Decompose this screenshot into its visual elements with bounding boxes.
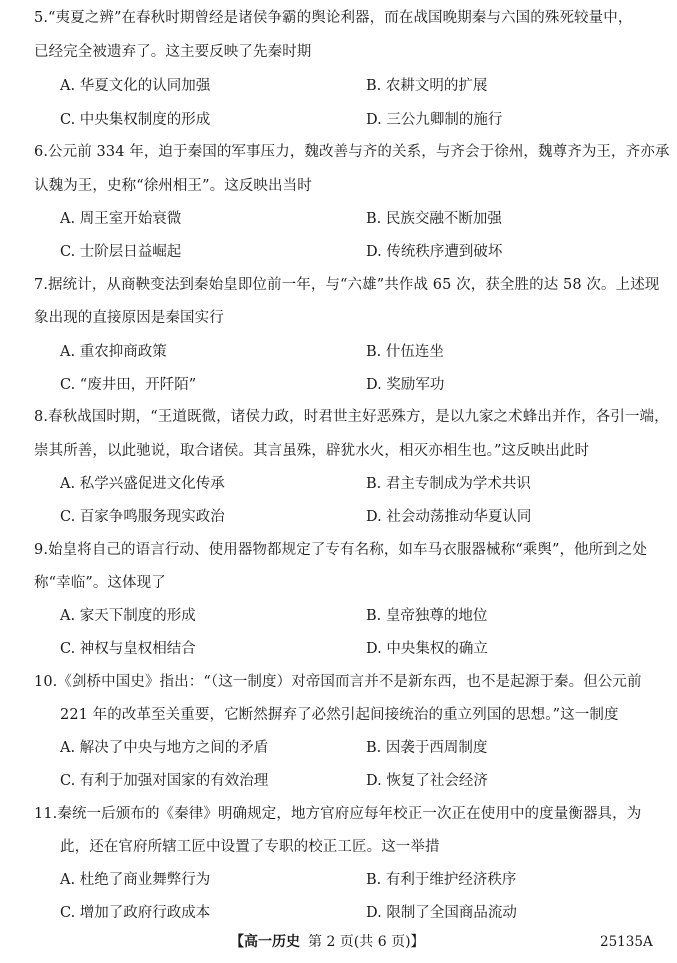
- question-10-option-d: D. 恢复了社会经济: [366, 773, 488, 789]
- question-9-option-c: C. 神权与皇权相结合: [60, 641, 196, 657]
- footer-page-number: 第 2 页(共 6 页)】: [308, 934, 425, 950]
- question-8-line-1: 8.春秋战国时期，“王道既微，诸侯力政，时君世主好恶殊方，是以九家之术蜂出并作，各引一端，: [34, 409, 669, 425]
- question-5-option-b: B. 农耕文明的扩展: [366, 78, 488, 94]
- question-6-option-a: A. 周王室开始衰微: [60, 211, 182, 227]
- question-11-option-a: A. 杜绝了商业舞弊行为: [60, 872, 211, 888]
- question-8-option-a: A. 私学兴盛促进文化传承: [60, 476, 225, 492]
- question-11-option-d: D. 限制了全国商品流动: [366, 905, 517, 921]
- question-5-option-d: D. 三公九卿制的施行: [366, 112, 503, 128]
- question-10-option-b: B. 因袭于西周制度: [366, 740, 488, 756]
- question-9-option-d: D. 中央集权的确立: [366, 641, 488, 657]
- question-8-option-b: B. 君主专制成为学术共识: [366, 476, 531, 492]
- question-6-option-d: D. 传统秩序遭到破坏: [366, 244, 503, 260]
- question-7-option-d: D. 奖励军功: [366, 377, 445, 393]
- question-7-line-1: 7.据统计，从商鞅变法到秦始皇即位前一年，与“六雄”共作战 65 次，获全胜的达 58 次。上述现: [34, 277, 660, 293]
- footer-exam-code: 25135A: [600, 934, 653, 950]
- question-10-option-a: A. 解决了中央与地方之间的矛盾: [60, 740, 269, 756]
- question-10-line-1: 10.《剑桥中国史》指出：“（这一制度）对帝国而言并不是新东西，也不是起源于秦。但公元前: [34, 674, 642, 690]
- question-8-line-2: 崇其所善，以此驰说，取合诸侯。其言虽殊，辟犹水火，相灭亦相生也。”这反映出此时: [34, 443, 590, 459]
- question-5-option-a: A. 华夏文化的认同加强: [60, 78, 211, 94]
- question-6-line-1: 6.公元前 334 年，迫于秦国的军事压力，魏改善与齐的关系，与齐会于徐州，魏尊齐为王，齐亦承: [34, 144, 670, 160]
- question-10-option-c: C. 有利于加强对国家的有效治理: [60, 773, 269, 789]
- question-11-option-b: B. 有利于维护经济秩序: [366, 872, 517, 888]
- footer-page-info: [230, 932, 425, 952]
- question-9-line-1: 9.始皇将自己的语言行动、使用器物都规定了专有名称，如车马衣服器械称“乘舆”，他所到之处: [34, 542, 648, 558]
- question-5-line-2: 已经完全被遗弃了。这主要反映了先秦时期: [34, 44, 312, 60]
- question-7-option-a: A. 重农抑商政策: [60, 344, 167, 360]
- question-5-line-1: 5.“夷夏之辨”在春秋时期曾经是诸侯争霸的舆论利器，而在战国晚期秦与六国的殊死较量中，: [34, 10, 633, 26]
- question-10-line-2: 221 年的改革至关重要，它断然摒弃了必然引起间接统治的重立列国的思想。”这一制度: [60, 707, 619, 723]
- question-7-option-b: B. 什伍连坐: [366, 344, 444, 360]
- question-11-line-2: 此，还在官府所辖工匠中设置了专职的校正工匠。这一举措: [60, 839, 440, 855]
- question-9-line-2: 称“幸临”。这体现了: [34, 575, 166, 591]
- question-6-option-b: B. 民族交融不断加强: [366, 211, 502, 227]
- footer-subject: 【高一历史: [230, 934, 300, 950]
- question-7-option-c: C. “废井田，开阡陌”: [60, 377, 197, 393]
- question-8-option-d: D. 社会动荡推动华夏认同: [366, 509, 532, 525]
- question-11-line-1: 11.秦统一后颁布的《秦律》明确规定，地方官府应每年校正一次正在使用中的度量衡器具，为: [34, 806, 642, 822]
- question-9-option-a: A. 家天下制度的形成: [60, 608, 196, 624]
- question-7-line-2: 象出现的直接原因是秦国实行: [34, 310, 224, 326]
- question-8-option-c: C. 百家争鸣服务现实政治: [60, 509, 225, 525]
- question-9-option-b: B. 皇帝独尊的地位: [366, 608, 488, 624]
- question-6-line-2: 认魏为王，史称“徐州相王”。这反映出当时: [34, 178, 312, 194]
- question-11-option-c: C. 增加了政府行政成本: [60, 905, 211, 921]
- question-5-option-c: C. 中央集权制度的形成: [60, 112, 211, 128]
- question-6-option-c: C. 士阶层日益崛起: [60, 244, 182, 260]
